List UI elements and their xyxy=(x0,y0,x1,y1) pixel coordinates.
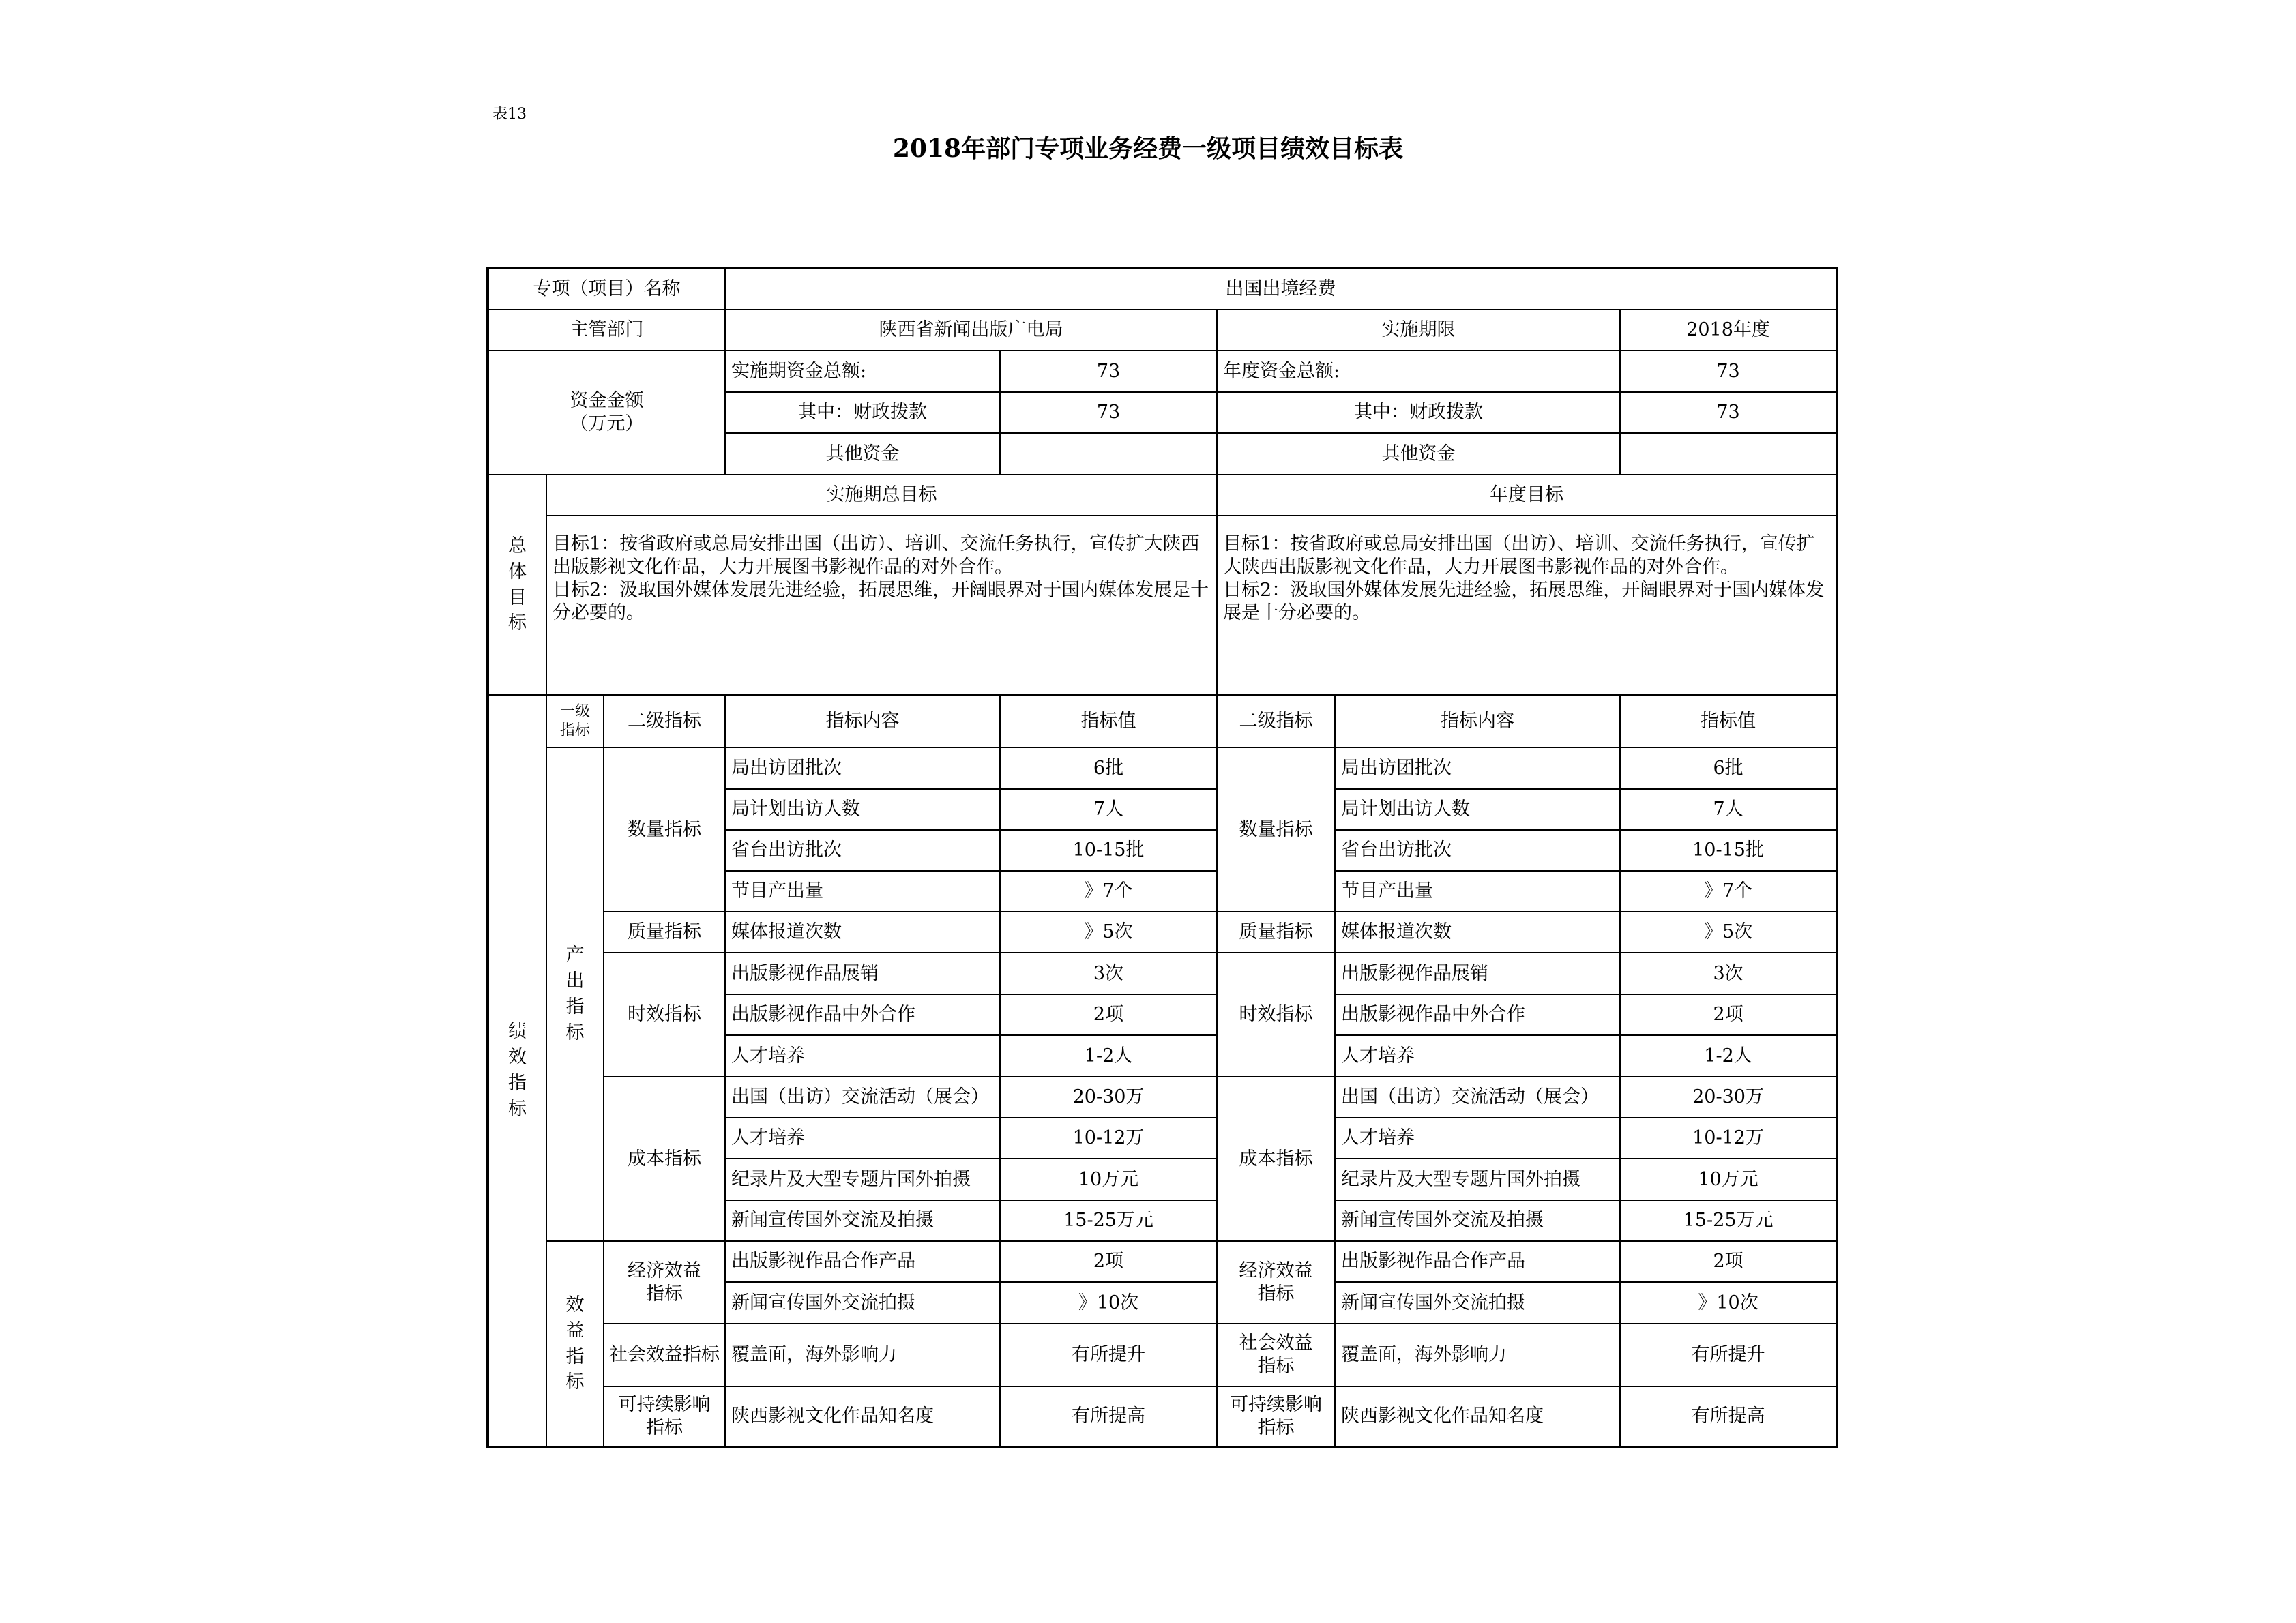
indicator-value: 15-25万元 xyxy=(1620,1200,1837,1241)
benefit-side-label xyxy=(546,1241,604,1447)
indicator-value: 10-12万 xyxy=(1620,1118,1837,1159)
goals-side-char: 标 xyxy=(508,612,527,634)
funds-annual-fiscal-label: 其中：财政拨款 xyxy=(1217,392,1620,433)
table-row xyxy=(488,747,1837,789)
indicator-value: 》10次 xyxy=(1620,1282,1837,1324)
indicator-value: 7人 xyxy=(1000,789,1217,830)
output-side-char: 指 xyxy=(565,996,585,1017)
table-number: 表13 xyxy=(492,106,527,123)
project-value: 出国出境经费 xyxy=(725,268,1837,310)
indicator-value: 2项 xyxy=(1620,1241,1837,1282)
indicator-value: 2项 xyxy=(1000,994,1217,1035)
indicator-value: 20-30万 xyxy=(1620,1077,1837,1118)
economic-label-line2: 指标 xyxy=(646,1283,683,1305)
sustain-label-line1: 可持续影响 xyxy=(1230,1394,1323,1416)
period-value: 2018年度 xyxy=(1620,310,1837,351)
sustain-label-annual xyxy=(1217,1386,1335,1447)
indicator-content: 新闻宣传国外交流拍摄 xyxy=(725,1282,1000,1324)
sustain-label-line2: 指标 xyxy=(646,1417,683,1438)
indicator-value: 6批 xyxy=(1620,747,1837,789)
indicator-content: 纪录片及大型专题片国外拍摄 xyxy=(1335,1159,1620,1200)
perf-side-char: 指 xyxy=(508,1073,527,1094)
department-label: 主管部门 xyxy=(488,310,725,351)
social-label-line1: 社会效益 xyxy=(1239,1332,1313,1354)
indicator-value: 2项 xyxy=(1620,994,1837,1035)
goals-text-row xyxy=(488,516,1837,695)
indicator-content: 出版影视作品合作产品 xyxy=(1335,1241,1620,1282)
content-header-annual: 指标内容 xyxy=(1335,695,1620,747)
goals-header-row xyxy=(488,475,1837,516)
funds-label-line1: 资金金额 xyxy=(570,390,644,412)
perf-side-label xyxy=(488,695,546,1447)
indicator-content: 局出访团批次 xyxy=(1335,747,1620,789)
indicator-content: 人才培养 xyxy=(725,1118,1000,1159)
indicator-value: 》10次 xyxy=(1000,1282,1217,1324)
funds-total-label: 实施期资金总额: xyxy=(725,351,1000,392)
indicator-content: 人才培养 xyxy=(1335,1118,1620,1159)
sustain-label-line2: 指标 xyxy=(1257,1417,1295,1438)
table-row xyxy=(488,953,1837,994)
benefit-side-char: 效 xyxy=(565,1294,585,1315)
social-label-annual xyxy=(1217,1324,1335,1386)
goals-side-char: 体 xyxy=(508,561,527,582)
indicator-value: 》5次 xyxy=(1000,912,1217,953)
indicator-content: 新闻宣传国外交流拍摄 xyxy=(1335,1282,1620,1324)
indicator-value: 7人 xyxy=(1620,789,1837,830)
indicator-value: 有所提高 xyxy=(1620,1386,1837,1447)
indicator-value: 3次 xyxy=(1000,953,1217,994)
level2-header-annual: 二级指标 xyxy=(1217,695,1335,747)
goals-side-char: 目 xyxy=(508,586,527,608)
output-side-label xyxy=(546,747,604,1241)
timeliness-label: 时效指标 xyxy=(604,953,725,1077)
table-row xyxy=(488,1386,1837,1447)
indicator-content: 媒体报道次数 xyxy=(1335,912,1620,953)
indicator-value: 有所提升 xyxy=(1620,1324,1837,1386)
table-row xyxy=(488,912,1837,953)
indicator-content: 出版影视作品中外合作 xyxy=(1335,994,1620,1035)
level1-header xyxy=(546,695,604,747)
indicator-content: 省台出访批次 xyxy=(1335,830,1620,871)
indicator-content: 节目产出量 xyxy=(725,871,1000,912)
funds-row-total xyxy=(488,351,1837,392)
indicator-value: 》5次 xyxy=(1620,912,1837,953)
funds-fiscal-label: 其中：财政拨款 xyxy=(725,392,1000,433)
perf-side-char: 标 xyxy=(508,1098,527,1120)
economic-label-line1: 经济效益 xyxy=(628,1260,701,1281)
indicator-value: 15-25万元 xyxy=(1000,1200,1217,1241)
indicator-content: 人才培养 xyxy=(1335,1035,1620,1077)
indicator-value: 有所提高 xyxy=(1000,1386,1217,1447)
indicator-value: 2项 xyxy=(1000,1241,1217,1282)
indicator-value: 1-2人 xyxy=(1620,1035,1837,1077)
sustain-label xyxy=(604,1386,725,1447)
funds-fiscal-value: 73 xyxy=(1000,392,1217,433)
indicator-content: 出国（出访）交流活动（展会） xyxy=(725,1077,1000,1118)
funds-annual-label: 年度资金总额: xyxy=(1217,351,1620,392)
perf-side-char: 效 xyxy=(508,1047,527,1069)
economic-label-line1: 经济效益 xyxy=(1239,1260,1313,1281)
funds-annual-value: 73 xyxy=(1620,351,1837,392)
goals-side-char: 总 xyxy=(508,535,527,556)
perf-side-char: 绩 xyxy=(508,1021,527,1043)
indicator-value: 1-2人 xyxy=(1000,1035,1217,1077)
indicator-value: 有所提升 xyxy=(1000,1324,1217,1386)
indicator-content: 陕西影视文化作品知名度 xyxy=(1335,1386,1620,1447)
indicator-content: 局计划出访人数 xyxy=(1335,789,1620,830)
indicator-content: 纪录片及大型专题片国外拍摄 xyxy=(725,1159,1000,1200)
indicator-content: 出国（出访）交流活动（展会） xyxy=(1335,1077,1620,1118)
funds-other-value xyxy=(1000,433,1217,475)
indicator-content: 局计划出访人数 xyxy=(725,789,1000,830)
indicator-content: 新闻宣传国外交流及拍摄 xyxy=(725,1200,1000,1241)
indicator-value: 》7个 xyxy=(1620,871,1837,912)
level1-header-line2: 指标 xyxy=(559,721,590,739)
cost-label: 成本指标 xyxy=(604,1077,725,1241)
quantity-label-annual: 数量指标 xyxy=(1217,747,1335,912)
benefit-side-char: 指 xyxy=(565,1345,585,1367)
value-header-annual: 指标值 xyxy=(1620,695,1837,747)
annual-goal-header: 年度目标 xyxy=(1217,475,1837,516)
annual-goal-text xyxy=(1217,516,1837,695)
timeliness-label-annual: 时效指标 xyxy=(1217,953,1335,1077)
goals-side-label xyxy=(488,475,546,695)
indicator-content: 人才培养 xyxy=(725,1035,1000,1077)
indicator-value: 10-12万 xyxy=(1000,1118,1217,1159)
indicator-content: 媒体报道次数 xyxy=(725,912,1000,953)
indicator-value: 10-15批 xyxy=(1000,830,1217,871)
benefit-side-char: 标 xyxy=(565,1371,585,1393)
indicator-value: 10万元 xyxy=(1620,1159,1837,1200)
funds-label-line2: （万元） xyxy=(570,413,644,434)
document-title: 2018年部门专项业务经费一级项目绩效目标表 xyxy=(892,134,1404,163)
indicator-value: 10万元 xyxy=(1000,1159,1217,1200)
table-row xyxy=(488,1324,1837,1386)
indicator-content: 新闻宣传国外交流及拍摄 xyxy=(1335,1200,1620,1241)
annual-goal-1: 目标1：按省政府或总局安排出国（出访）、培训、交流任务执行，宣传扩大陕西出版影视文化作品，大力开展图书影视作品的对外合作。 xyxy=(1223,533,1815,578)
indicator-content: 出版影视作品展销 xyxy=(1335,953,1620,994)
funds-total-value: 73 xyxy=(1000,351,1217,392)
benefit-side-char: 益 xyxy=(565,1320,585,1341)
economic-label-annual xyxy=(1217,1241,1335,1324)
indicator-value: 10-15批 xyxy=(1620,830,1837,871)
period-label: 实施期限 xyxy=(1217,310,1620,351)
funds-annual-other-label: 其他资金 xyxy=(1217,433,1620,475)
social-label-line2: 指标 xyxy=(1257,1356,1295,1377)
indicator-content: 陕西影视文化作品知名度 xyxy=(725,1386,1000,1447)
level1-header-line1: 一级 xyxy=(559,703,590,720)
quantity-label: 数量指标 xyxy=(604,747,725,912)
indicator-content: 省台出访批次 xyxy=(725,830,1000,871)
funds-other-label: 其他资金 xyxy=(725,433,1000,475)
level2-header: 二级指标 xyxy=(604,695,725,747)
output-side-char: 出 xyxy=(565,970,585,992)
department-value: 陕西省新闻出版广电局 xyxy=(725,310,1217,351)
period-goal-2: 目标2：汲取国外媒体发展先进经验，拓展思维，开阔眼界对于国内媒体发展是十分必要的。 xyxy=(553,579,1209,624)
project-row xyxy=(488,268,1837,310)
funds-label xyxy=(488,351,725,475)
project-label: 专项（项目）名称 xyxy=(488,268,725,310)
economic-label-line2: 指标 xyxy=(1257,1283,1295,1305)
indicator-content: 出版影视作品合作产品 xyxy=(725,1241,1000,1282)
period-goal-1: 目标1：按省政府或总局安排出国（出访）、培训、交流任务执行，宣传扩大陕西出版影视文化作品，大力开展图书影视作品的对外合作。 xyxy=(553,533,1200,578)
indicator-content: 覆盖面，海外影响力 xyxy=(1335,1324,1620,1386)
indicator-content: 出版影视作品展销 xyxy=(725,953,1000,994)
indicator-content: 出版影视作品中外合作 xyxy=(725,994,1000,1035)
annual-goal-2: 目标2：汲取国外媒体发展先进经验，拓展思维，开阔眼界对于国内媒体发展是十分必要的。 xyxy=(1223,579,1825,624)
quality-label-annual: 质量指标 xyxy=(1217,912,1335,953)
indicator-value: 》7个 xyxy=(1000,871,1217,912)
table-row xyxy=(488,1077,1837,1118)
funds-annual-fiscal-value: 73 xyxy=(1620,392,1837,433)
period-goal-text xyxy=(546,516,1217,695)
indicator-value: 3次 xyxy=(1620,953,1837,994)
funds-annual-other-value xyxy=(1620,433,1837,475)
economic-label xyxy=(604,1241,725,1324)
social-label: 社会效益指标 xyxy=(604,1324,725,1386)
value-header: 指标值 xyxy=(1000,695,1217,747)
department-row xyxy=(488,310,1837,351)
content-header: 指标内容 xyxy=(725,695,1000,747)
performance-target-table xyxy=(486,267,1838,1448)
indicator-content: 节目产出量 xyxy=(1335,871,1620,912)
indicator-value: 20-30万 xyxy=(1000,1077,1217,1118)
quality-label: 质量指标 xyxy=(604,912,725,953)
indicator-content: 局出访团批次 xyxy=(725,747,1000,789)
period-goal-header: 实施期总目标 xyxy=(546,475,1217,516)
cost-label-annual: 成本指标 xyxy=(1217,1077,1335,1241)
indicator-content: 覆盖面，海外影响力 xyxy=(725,1324,1000,1386)
sustain-label-line1: 可持续影响 xyxy=(618,1394,711,1416)
perf-header-row xyxy=(488,695,1837,747)
indicator-value: 6批 xyxy=(1000,747,1217,789)
output-side-char: 标 xyxy=(565,1022,585,1043)
output-side-char: 产 xyxy=(565,944,585,966)
table-row xyxy=(488,1241,1837,1282)
